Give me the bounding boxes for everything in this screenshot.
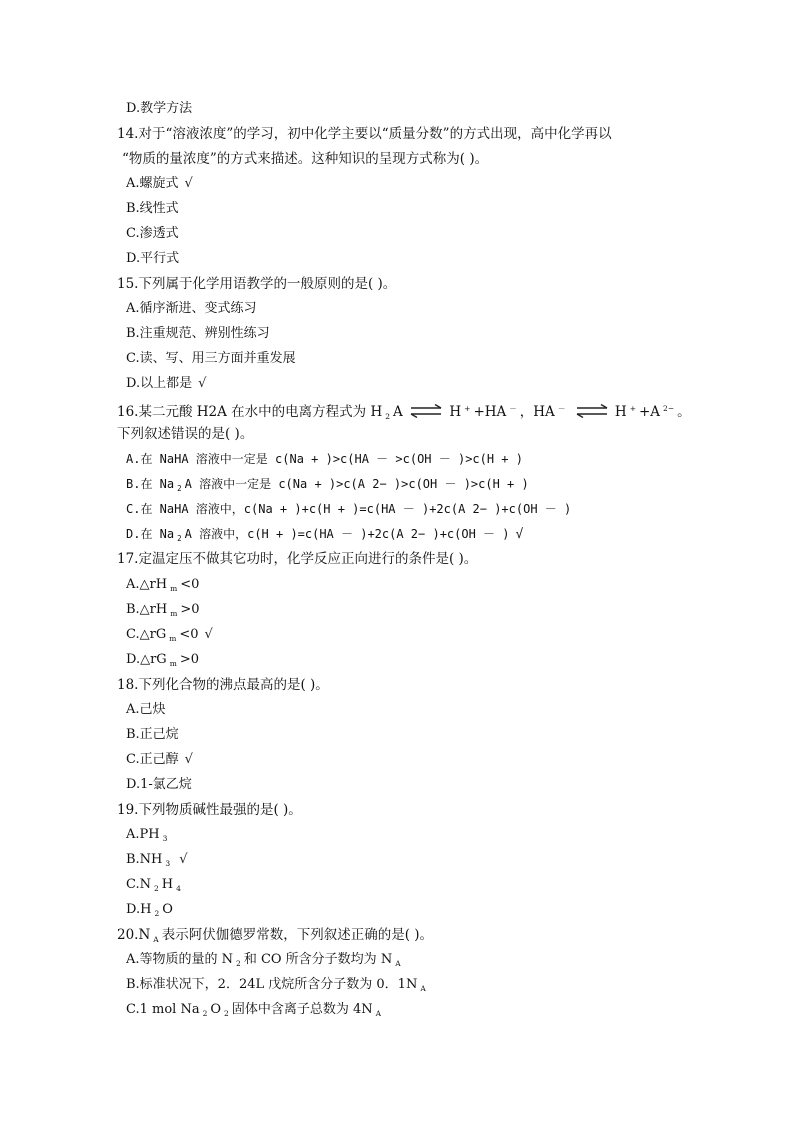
check-mark-icon: √ (515, 527, 524, 542)
superscript: + (629, 404, 636, 413)
q16-stem-text: 16.某二元酸 H2A 在水中的电离方程式为 H (117, 404, 383, 420)
q18-option-c (126, 751, 193, 769)
q18-option-d: D.1-氯乙烷 (126, 777, 192, 792)
subscript: 2 (385, 412, 391, 421)
q18-option-b: B.正己烷 (126, 727, 179, 742)
check-mark-icon: √ (198, 376, 207, 391)
subscript: A (375, 1009, 382, 1018)
question-text: 表示阿伏伽德罗常数，下列叙述正确的是( )。 (161, 927, 434, 943)
subscript: 2 (177, 534, 182, 543)
q16-option-b (126, 475, 529, 498)
q19-option-b (126, 851, 187, 873)
q16-option-c: C.在 NaHA 溶液中，c(Na + )+c(H + )=c(HA － )+2c(A 2− )+c(OH － ) (126, 502, 572, 516)
q17-stem: 17.定温定压不做其它功时，化学反应正向进行的条件是( )。 (117, 551, 478, 567)
option-text: C.△rG (126, 627, 167, 642)
q14-option-b: B.线性式 (126, 201, 179, 216)
subscript: 3 (165, 859, 171, 868)
q14-option-a (126, 175, 193, 193)
check-mark-icon: √ (179, 852, 188, 867)
q16-option-d (126, 525, 523, 548)
option-text: D.在 Na (126, 527, 175, 541)
check-mark-icon: √ (184, 752, 193, 767)
option-text: C.N (126, 877, 151, 892)
q17-option-a (126, 576, 199, 598)
subscript: A (420, 984, 426, 993)
option-text: A 溶液中一定是 c(Na + )>c(A 2− )>c(OH － )>c(H + ) (184, 477, 529, 491)
q17-option-b (126, 601, 200, 623)
formula-part: H (614, 404, 627, 420)
option-text: B.标准状况下，2．24L 戊烷所含分子数为 0．1N (126, 977, 418, 992)
option-text: D.H (126, 902, 152, 917)
option-text: A.螺旋式 (126, 176, 179, 191)
option-text: >0 (179, 652, 199, 667)
option-text: O (162, 902, 173, 917)
option-text: A.△rH (126, 577, 168, 592)
q18-stem: 18.下列化合物的沸点最高的是( )。 (117, 677, 329, 693)
option-text: C.1 mol Na (126, 1002, 200, 1017)
subscript: A (395, 959, 401, 968)
q13-option-d: D.教学方法 (126, 101, 193, 116)
option-text: 和 CO 所含分子数均为 N (243, 952, 393, 967)
option-text: B.NH (126, 852, 163, 867)
subscript: 2 (236, 959, 241, 968)
q20-option-c (126, 1001, 384, 1023)
option-text: D.以上都是 (126, 376, 193, 391)
q20-option-b (126, 976, 429, 998)
formula-part: H (449, 404, 462, 420)
option-text: H (161, 877, 174, 892)
q15-option-b: B.注重规范、辨别性练习 (126, 326, 270, 341)
q15-option-a: A.循序渐进、变式练习 (126, 301, 257, 316)
option-text: >0 (180, 602, 200, 617)
equilibrium-arrow-icon (409, 404, 443, 418)
subscript: 2 (154, 884, 159, 893)
q16-stem-line2: 下列叙述错误的是( )。 (117, 426, 254, 442)
superscript: － (557, 404, 566, 413)
q19-option-c (126, 876, 184, 898)
option-text: 固体中含离子总数为 4N (231, 1002, 373, 1017)
option-text: <0 (179, 627, 199, 642)
q15-option-c: C.读、写、用三方面并重发展 (126, 351, 296, 366)
q14-option-c: C.渗透式 (126, 226, 179, 241)
check-mark-icon: √ (204, 627, 213, 642)
option-text: A.PH (126, 827, 160, 842)
q14-stem-line2: “物质的量浓度”的方式来描述。这种知识的呈现方式称为( )。 (122, 151, 489, 167)
q20-option-a (126, 951, 404, 973)
option-text: <0 (180, 577, 200, 592)
subscript: 2 (154, 909, 160, 918)
q19-option-a (126, 826, 170, 848)
formula-part: ，HA (519, 404, 555, 420)
equilibrium-arrow-icon (575, 404, 609, 418)
subscript: m (169, 634, 177, 643)
q17-option-d (126, 651, 199, 673)
check-mark-icon: √ (184, 176, 193, 191)
option-text: D.△rG (126, 652, 167, 667)
option-text: C.正己醇 (126, 752, 179, 767)
q14-stem-line1: 14.对于“溶液浓度”的学习，初中化学主要以“质量分数”的方式出现，高中化学再以 (117, 126, 612, 142)
option-text: B.在 Na (126, 477, 175, 491)
q16-option-a: A.在 NaHA 溶液中一定是 c(Na + )>c(HA － >c(OH － )>c(H + ) (126, 452, 523, 466)
q19-option-d (126, 901, 173, 923)
option-text: A 溶液中，c(H + )=c(HA － )+2c(A 2− )+c(OH － ) (184, 527, 510, 541)
formula-part: A (393, 404, 403, 420)
subscript: A (153, 935, 159, 944)
formula-part: 。 (677, 404, 691, 420)
subscript: m (170, 584, 178, 593)
superscript: － (509, 404, 517, 413)
q19-stem: 19.下列物质碱性最强的是( )。 (117, 802, 302, 818)
subscript: 2 (202, 1009, 208, 1018)
formula-part: +HA (473, 404, 507, 420)
formula-part: +A (638, 404, 661, 420)
q20-stem (117, 926, 433, 949)
subscript: 2 (177, 484, 182, 493)
q15-option-d (126, 375, 206, 393)
option-text: A.等物质的量的 N (126, 952, 234, 967)
subscript: 4 (176, 884, 181, 893)
option-text: B.△rH (126, 602, 168, 617)
subscript: m (170, 609, 178, 618)
option-text: O (210, 1002, 222, 1017)
q15-stem: 15.下列属于化学用语教学的一般原则的是( )。 (117, 276, 397, 292)
subscript: m (169, 659, 177, 668)
q18-option-a: A.己炔 (126, 702, 166, 717)
subscript: 2 (224, 1009, 229, 1018)
subscript: 3 (162, 834, 168, 843)
q14-option-d: D.平行式 (126, 251, 180, 266)
question-text: 20.N (117, 927, 151, 943)
q17-option-c (126, 626, 213, 648)
superscript: 2− (663, 404, 675, 413)
superscript: + (464, 404, 471, 413)
q16-stem (117, 400, 691, 426)
